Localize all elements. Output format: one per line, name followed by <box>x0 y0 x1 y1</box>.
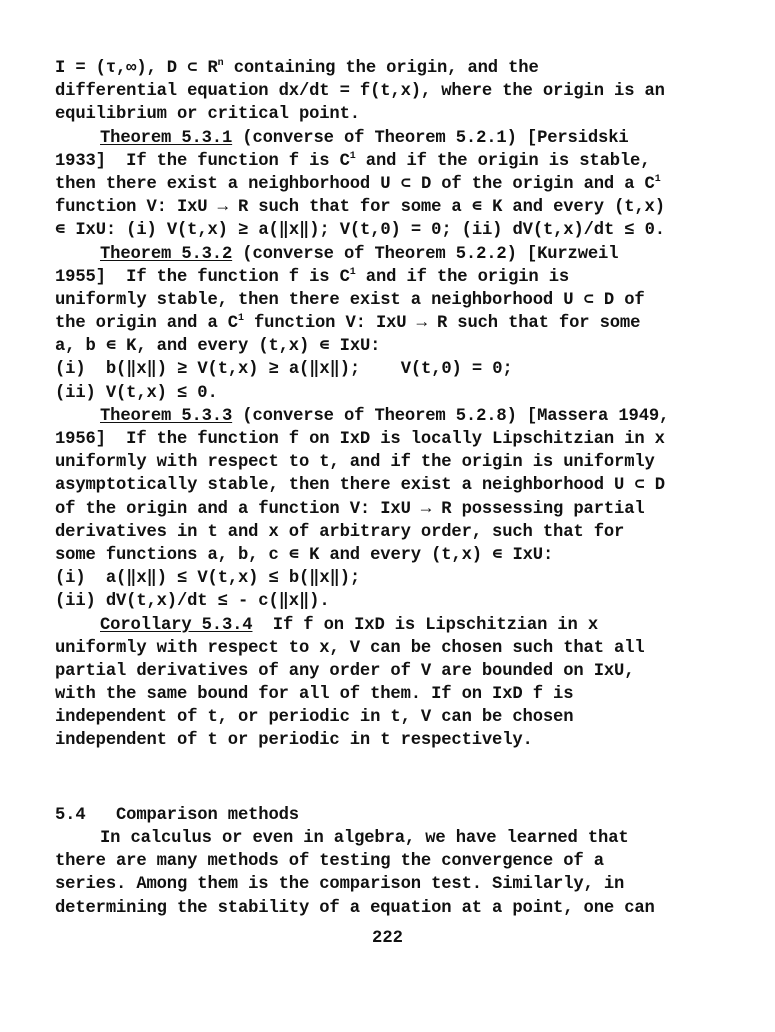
text-line: ∊ IxU: (i) V(t,x) ≥ a(‖x‖); V(t,0) = 0; (ii) dV(t,x)/dt ≤ 0. <box>55 221 665 241</box>
text-line: series. Among them is the comparison test. Similarly, in <box>55 875 625 895</box>
text-line: (i) b(‖x‖) ≥ V(t,x) ≥ a(‖x‖); V(t,0) = 0; <box>55 360 513 380</box>
text-line: determining the stability of a equation at a point, one can <box>55 898 655 918</box>
text-line: differential equation dx/dt = f(t,x), where the origin is an <box>55 82 665 102</box>
text-line: derivatives in t and x of arbitrary order, such that for <box>55 522 625 542</box>
theorem-5-3-1-heading: Theorem 5.3.1 (converse of Theorem 5.2.1) [Persidski <box>100 128 629 148</box>
text-line: of the origin and a function V: IxU → R possessing partial <box>55 499 645 519</box>
text-line: independent of t or periodic in t respectively. <box>55 731 533 751</box>
text-line: there are many methods of testing the convergence of a <box>55 852 604 872</box>
page-body <box>55 57 745 920</box>
text-line: then there exist a neighborhood U ⊂ D of the origin and a $C^1$ <box>55 173 661 194</box>
text-line: 1933] If the function f is $C^1$ and if the origin is stable, <box>55 150 651 171</box>
text-line: a, b ∊ K, and every (t,x) ∊ IxU: <box>55 337 381 357</box>
theorem-5-3-2-heading: Theorem 5.3.2 (converse of Theorem 5.2.2) [Kurzweil <box>100 244 619 264</box>
text-line: some functions a, b, c ∊ K and every (t,x) ∊ IxU: <box>55 545 554 565</box>
text-line: In calculus or even in algebra, we have learned that <box>100 829 629 848</box>
theorem-5-3-3-heading: Theorem 5.3.3 (converse of Theorem 5.2.8) [Massera 1949, <box>100 406 670 426</box>
text-line: equilibrium or critical point. <box>55 105 360 125</box>
text-line: asymptotically stable, then there exist a neighborhood U ⊂ D <box>55 476 665 496</box>
text-line: independent of t, or periodic in t, V can be chosen <box>55 708 574 728</box>
page-number: 222 <box>372 929 403 948</box>
theorem-label: Theorem 5.3.2 <box>100 244 233 264</box>
text-line: function V: IxU → R such that for some a ∊ K and every (t,x) <box>55 198 665 218</box>
text-line: partial derivatives of any order of V are bounded on IxU, <box>55 661 635 681</box>
text-line: with the same bound for all of them. If on IxD f is <box>55 685 574 705</box>
theorem-label: Theorem 5.3.1 <box>100 128 233 148</box>
text-line: uniformly with respect to t, and if the origin is uniformly <box>55 453 655 473</box>
corollary-5-3-4-heading: Corollary 5.3.4 If f on IxD is Lipschitzian in x <box>100 615 599 635</box>
text-line: 1956] If the function f on IxD is locally Lipschitzian in x <box>55 430 665 449</box>
theorem-label: Theorem 5.3.3 <box>100 406 233 426</box>
corollary-label: Corollary 5.3.4 <box>100 615 253 635</box>
text-line: 1955] If the function f is $C^1$ and if the origin is <box>55 266 570 287</box>
text-line: I = (τ,∞), D ⊂ $R^n$ containing the origin, and the <box>55 58 539 78</box>
text-line: (ii) dV(t,x)/dt ≤ - c(‖x‖). <box>55 592 330 612</box>
text-line: the origin and a $C^1$ function V: IxU → R such that for some <box>55 313 641 334</box>
text-line: (i) a(‖x‖) ≤ V(t,x) ≤ b(‖x‖); <box>55 569 361 589</box>
text-line: uniformly with respect to x, V can be chosen such that all <box>55 638 645 658</box>
text-line: uniformly stable, then there exist a neighborhood U ⊂ D of <box>55 290 645 310</box>
text-line: (ii) V(t,x) ≤ 0. <box>55 383 218 403</box>
section-heading: 5.4 Comparison methods <box>55 805 299 825</box>
